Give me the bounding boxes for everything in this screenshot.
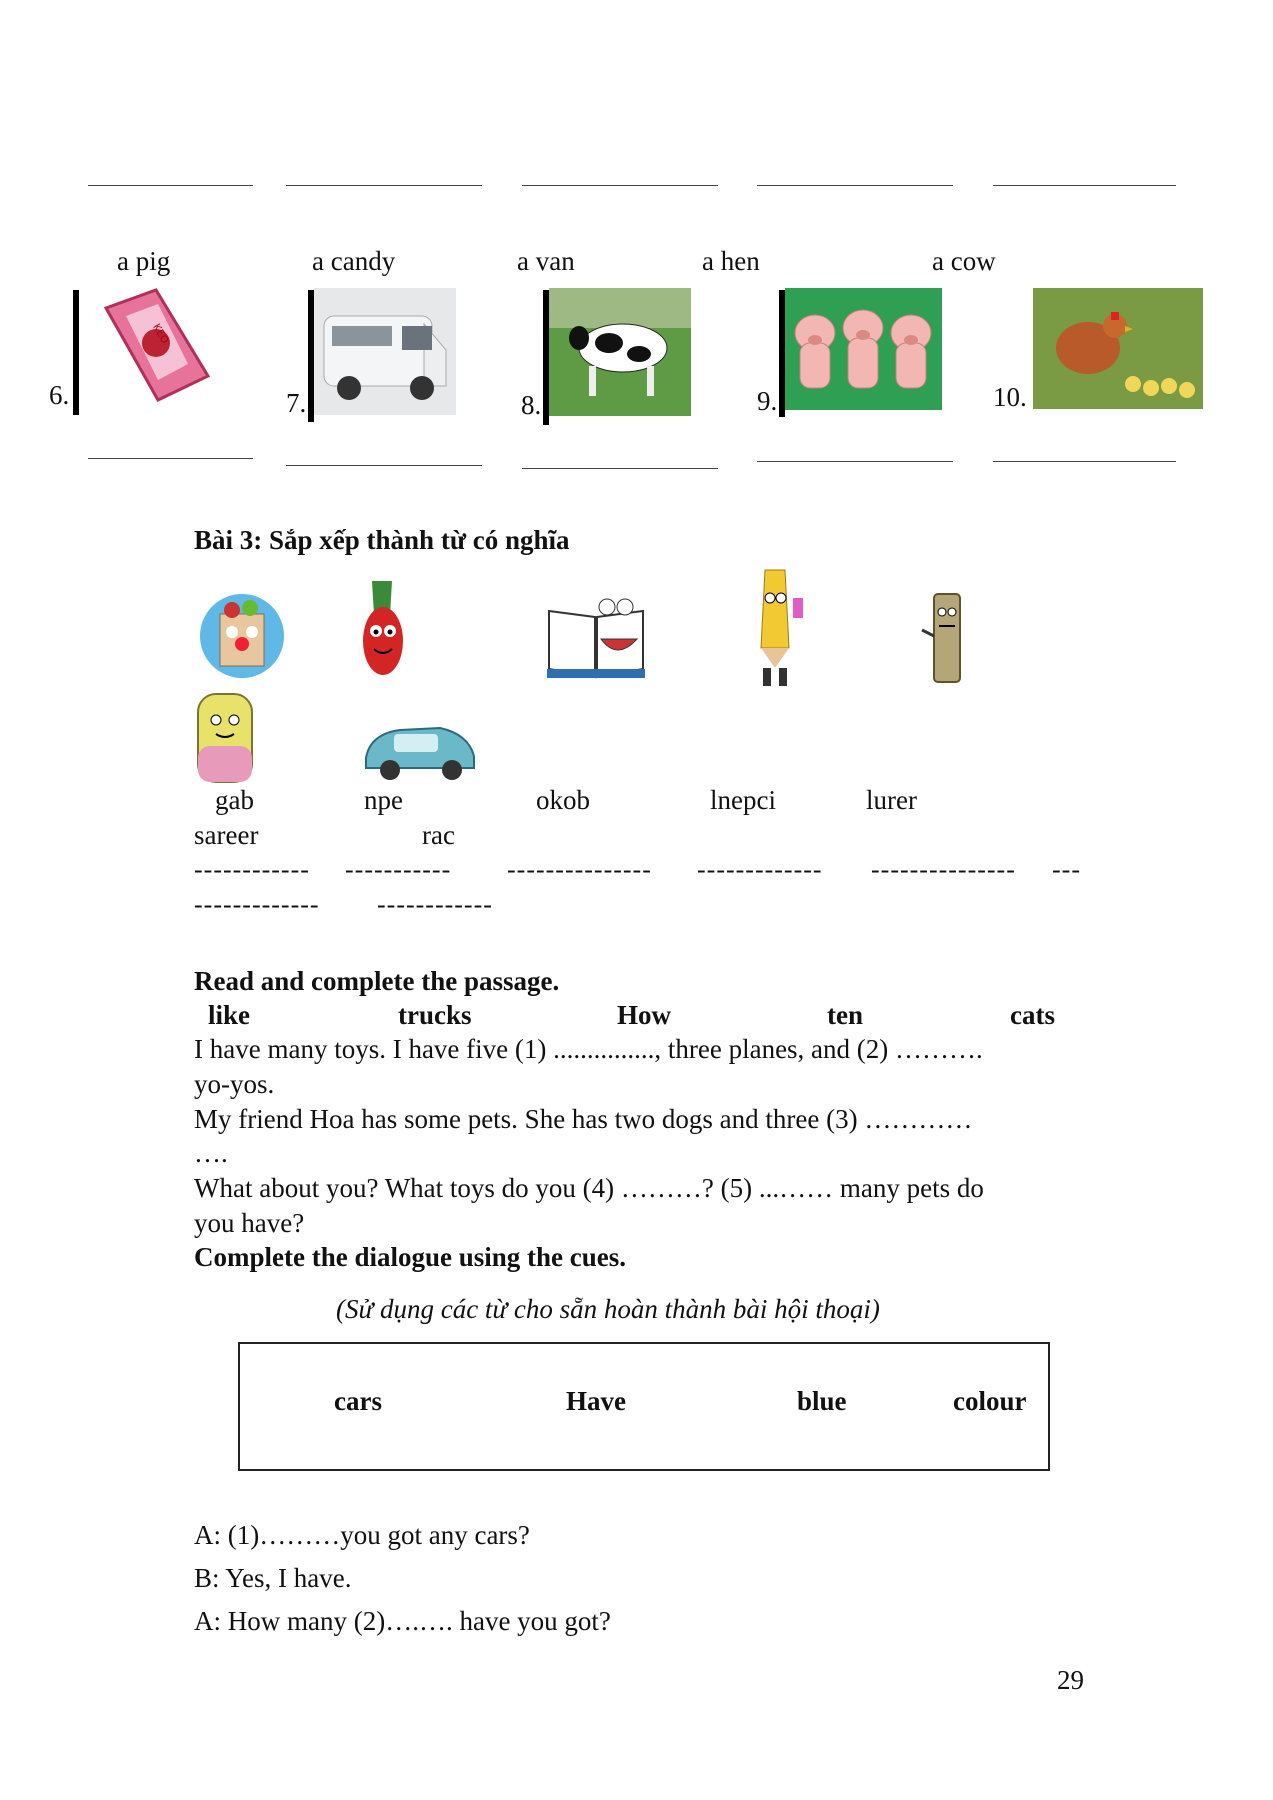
cue-word: Have xyxy=(566,1386,626,1416)
dashed-answer-line[interactable]: ------------- xyxy=(697,855,823,884)
answer-blank[interactable] xyxy=(522,185,718,186)
item-number: 6. xyxy=(49,380,70,410)
cue-word: blue xyxy=(797,1386,847,1416)
dashed-answer-line[interactable]: ------------ xyxy=(194,855,310,884)
dashed-answer-line[interactable]: ------------- xyxy=(194,890,320,919)
passage-line: …. xyxy=(194,1138,228,1168)
scrambled-word: sareer xyxy=(194,820,259,850)
word-label: a hen xyxy=(702,246,760,276)
word-bank-item: ten xyxy=(827,1000,863,1030)
word-label: a van xyxy=(517,246,575,276)
book-icon xyxy=(545,597,647,682)
passage-line: yo-yos. xyxy=(194,1069,275,1099)
cue-word: cars xyxy=(334,1386,382,1416)
answer-blank[interactable] xyxy=(88,458,253,459)
dialogue-subheading: (Sử dụng các từ cho sẵn hoàn thành bài hội thoại) xyxy=(336,1294,880,1324)
passage-heading: Read and complete the passage. xyxy=(194,966,560,996)
answer-blank[interactable] xyxy=(757,461,953,462)
passage-line: I have many toys. I have five (1) ..............., three planes, and (2) ………. xyxy=(194,1034,983,1064)
item-number: 9. xyxy=(757,386,778,416)
pigs-icon xyxy=(785,288,942,410)
dialogue-line: A: (1)………you got any cars? xyxy=(194,1520,530,1550)
answer-blank[interactable] xyxy=(88,185,253,186)
answer-blank[interactable] xyxy=(286,185,482,186)
word-label: a cow xyxy=(932,246,996,276)
dialogue-line: A: How many (2)….…. have you got? xyxy=(194,1606,611,1636)
candy-packet-icon xyxy=(96,288,216,406)
bag-icon xyxy=(196,592,288,684)
word-bank-item: How xyxy=(617,1000,671,1030)
car-icon xyxy=(360,710,480,788)
dashed-answer-line[interactable]: ----------- xyxy=(345,855,452,884)
dashed-answer-line[interactable]: ------------ xyxy=(377,890,493,919)
scrambled-word: rac xyxy=(422,820,455,850)
scrambled-word: gab xyxy=(215,785,254,815)
item-number: 10. xyxy=(993,382,1027,412)
svg-text:KEO: KEO xyxy=(150,322,171,346)
word-bank-item: trucks xyxy=(398,1000,472,1030)
answer-blank[interactable] xyxy=(993,185,1176,186)
scrambled-word: npe xyxy=(364,785,403,815)
scrambled-word: okob xyxy=(536,785,590,815)
cue-word: colour xyxy=(953,1386,1027,1416)
van-icon xyxy=(314,288,456,415)
answer-blank[interactable] xyxy=(286,465,482,466)
word-box xyxy=(238,1342,1050,1471)
scrambled-word: lurer xyxy=(866,785,917,815)
page-number: 29 xyxy=(1057,1665,1084,1695)
passage-line: What about you? What toys do you (4) ………? (5) ...…… many pets do xyxy=(194,1173,984,1203)
dialogue-heading: Complete the dialogue using the cues. xyxy=(194,1242,626,1272)
answer-blank[interactable] xyxy=(522,468,718,469)
frame-bar xyxy=(73,290,79,415)
cow-icon xyxy=(549,288,691,416)
pen-icon xyxy=(350,575,416,687)
exercise-heading: Bài 3: Sắp xếp thành từ có nghĩa xyxy=(194,525,570,555)
dashed-answer-line[interactable]: --- xyxy=(1052,855,1081,884)
scrambled-word: lnepci xyxy=(710,785,776,815)
pencil-icon xyxy=(745,568,807,693)
word-bank-item: like xyxy=(208,1000,251,1030)
passage-line: My friend Hoa has some pets. She has two dogs and three (3) ………… xyxy=(194,1104,973,1134)
word-label: a pig xyxy=(117,246,171,276)
ruler-icon xyxy=(912,590,982,690)
eraser-icon xyxy=(194,690,256,788)
item-number: 8. xyxy=(521,390,542,420)
answer-blank[interactable] xyxy=(757,185,953,186)
answer-blank[interactable] xyxy=(993,461,1176,462)
item-number: 7. xyxy=(286,388,307,418)
hen-icon xyxy=(1033,288,1203,409)
passage-line: you have? xyxy=(194,1208,305,1238)
dialogue-line: B: Yes, I have. xyxy=(194,1563,352,1593)
word-bank-item: cats xyxy=(1010,1000,1055,1030)
dashed-answer-line[interactable]: --------------- xyxy=(507,855,652,884)
word-label: a candy xyxy=(312,246,396,276)
dashed-answer-line[interactable]: --------------- xyxy=(871,855,1016,884)
